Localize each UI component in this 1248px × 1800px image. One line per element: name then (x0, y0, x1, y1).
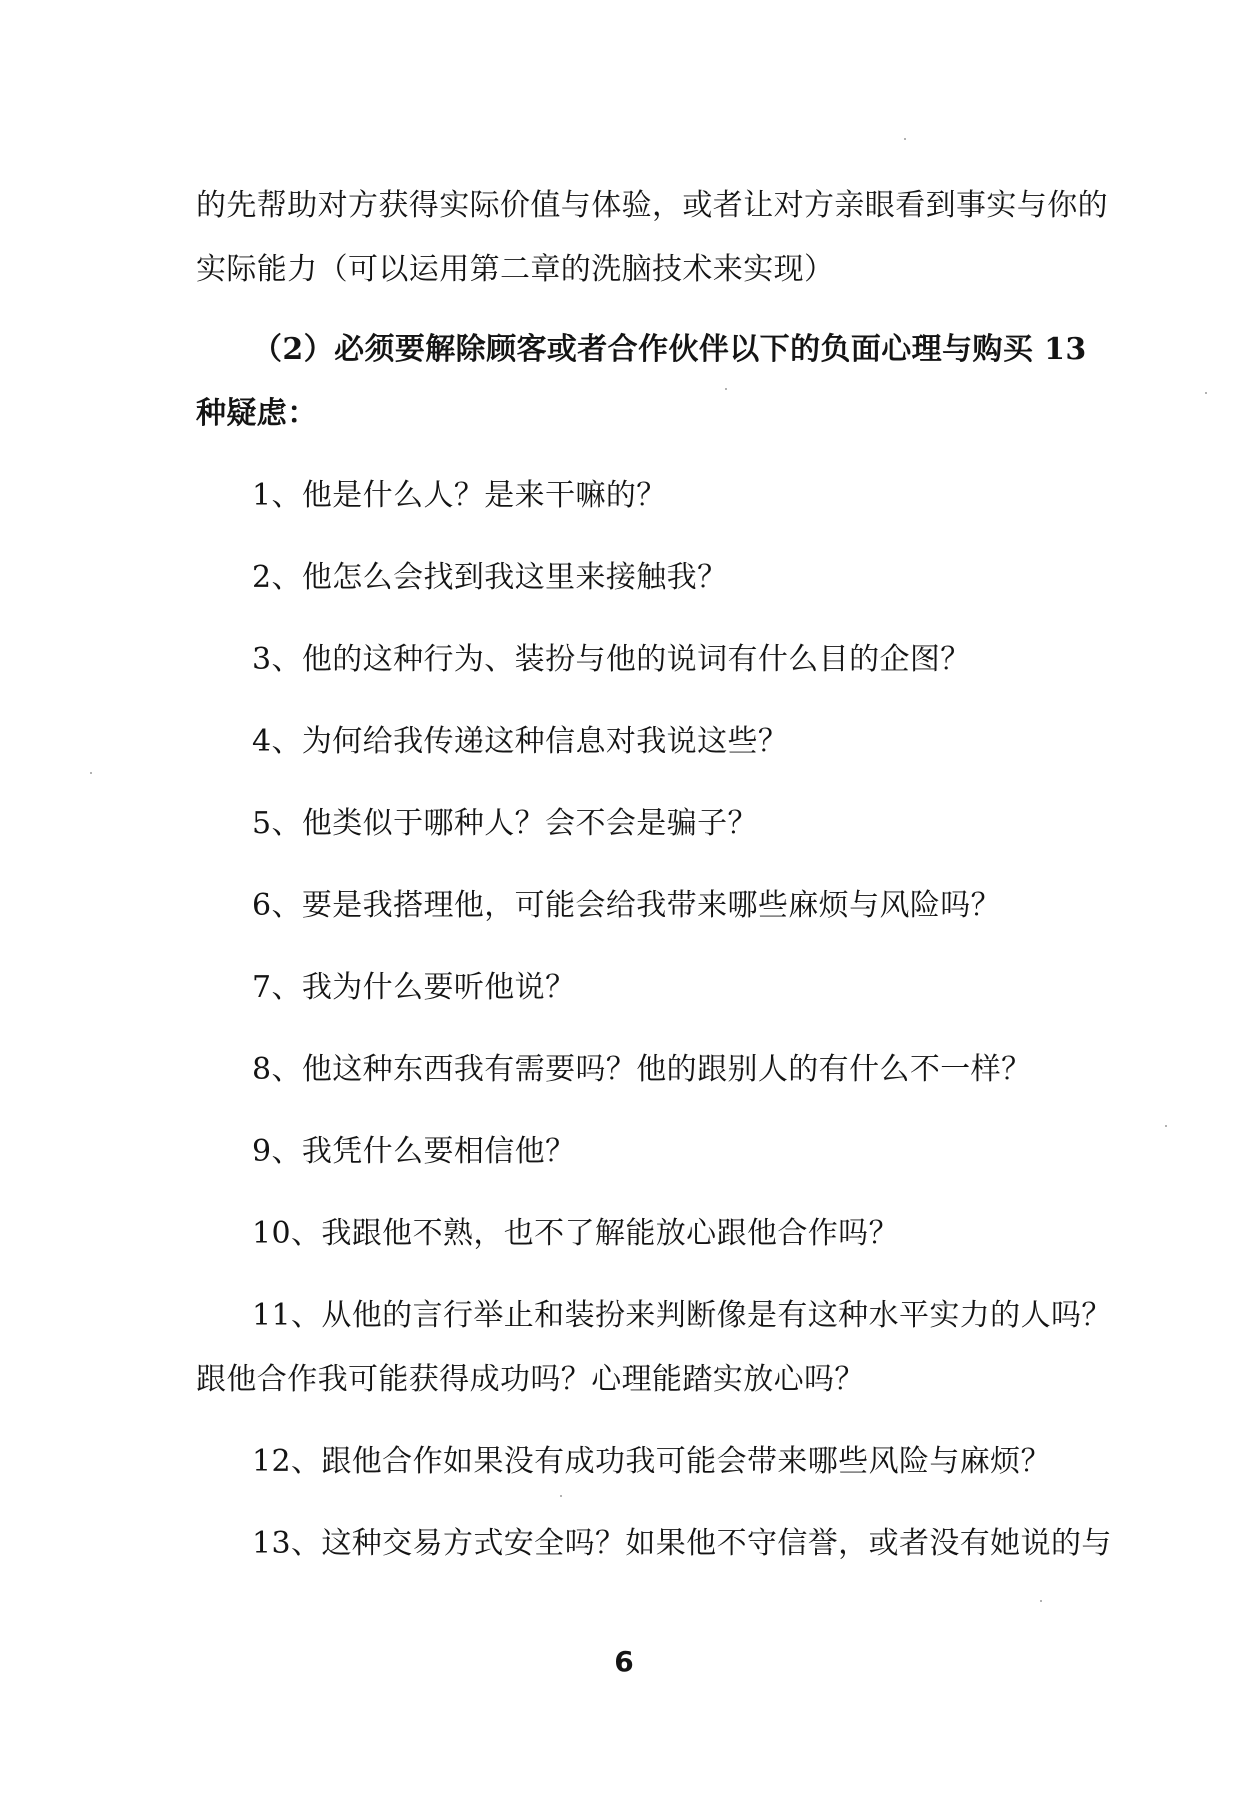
paragraph-continuation-line-2: 实际能力（可以运用第二章的洗脑技术来实现） (196, 252, 835, 287)
scan-speck (904, 138, 906, 140)
scan-speck (560, 1495, 562, 1497)
list-item-10: 10、我跟他不熟，也不了解能放心跟他合作吗？ (252, 1216, 899, 1251)
list-item-13: 13、这种交易方式安全吗？如果他不守信誉，或者没有她说的与 (252, 1526, 1112, 1561)
list-item-6: 6、要是我搭理他，可能会给我带来哪些麻烦与风险吗？ (252, 888, 1002, 923)
list-item-1: 1、他是什么人？是来干嘛的？ (252, 478, 667, 513)
list-item-7: 7、我为什么要听他说？ (252, 970, 576, 1005)
paragraph-continuation-line-1: 的先帮助对方获得实际价值与体验，或者让对方亲眼看到事实与你的 (196, 188, 1108, 223)
list-item-9: 9、我凭什么要相信他？ (252, 1134, 576, 1169)
scan-speck (725, 388, 727, 390)
page-number: 6 (614, 1645, 634, 1678)
scan-speck (90, 772, 92, 774)
list-item-12: 12、跟他合作如果没有成功我可能会带来哪些风险与麻烦？ (252, 1444, 1051, 1479)
list-item-4: 4、为何给我传递这种信息对我说这些？ (252, 724, 789, 759)
list-item-8: 8、他这种东西我有需要吗？他的跟别人的有什么不一样？ (252, 1052, 1032, 1087)
section-heading-line-1: （2）必须要解除顾客或者合作伙伴以下的负面心理与购买 13 (252, 332, 1087, 367)
list-item-5: 5、他类似于哪种人？会不会是骗子？ (252, 806, 758, 841)
list-item-11-line-2: 跟他合作我可能获得成功吗？心理能踏实放心吗？ (196, 1362, 865, 1397)
scan-speck (1165, 1125, 1167, 1127)
scan-speck (1205, 392, 1207, 394)
list-item-2: 2、他怎么会找到我这里来接触我？ (252, 560, 728, 595)
scan-speck (1040, 1600, 1042, 1602)
section-heading-line-2: 种疑虑： (196, 396, 318, 431)
list-item-3: 3、他的这种行为、装扮与他的说词有什么目的企图？ (252, 642, 971, 677)
list-item-11-line-1: 11、从他的言行举止和装扮来判断像是有这种水平实力的人吗？ (252, 1298, 1112, 1333)
